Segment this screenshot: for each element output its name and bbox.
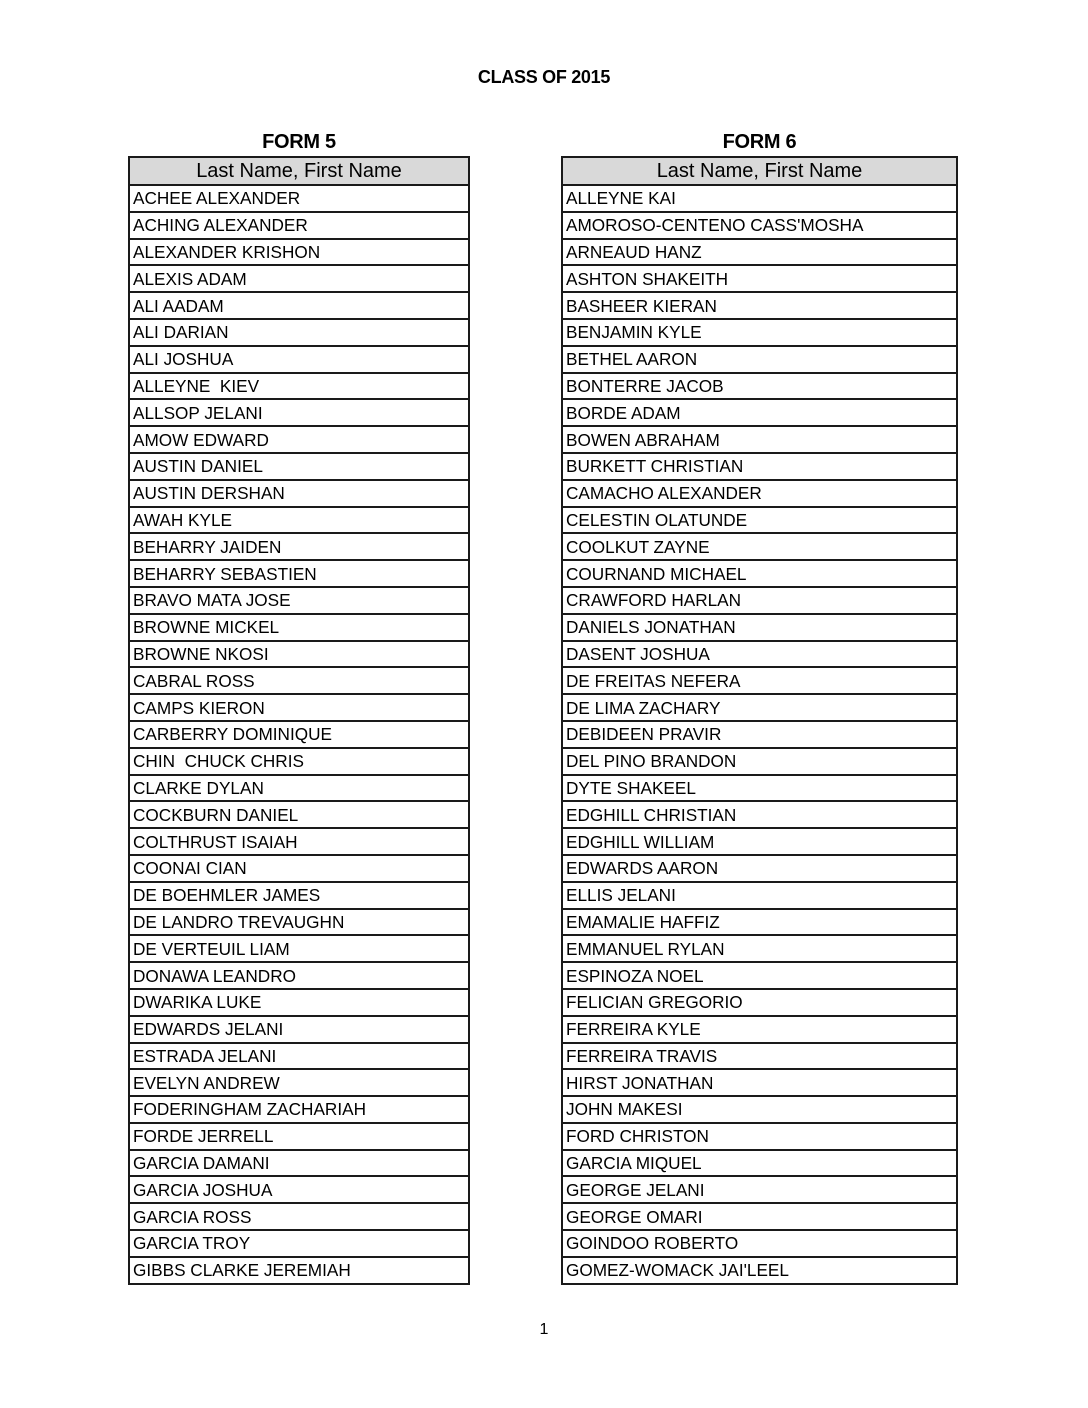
table-row (129, 1043, 469, 1070)
student-name-cell: GARCIA JOSHUA (129, 1176, 469, 1203)
student-name-cell: COLTHRUST ISAIAH (129, 828, 469, 855)
student-name-cell: BURKETT CHRISTIAN (562, 453, 957, 480)
student-name-cell: AWAH KYLE (129, 507, 469, 534)
table-row (562, 694, 957, 721)
table-header-row (562, 157, 957, 185)
student-name-cell: ARNEAUD HANZ (562, 239, 957, 266)
table-row (562, 909, 957, 936)
table-row (562, 587, 957, 614)
table-row (129, 426, 469, 453)
form-5-heading: FORM 5 (262, 131, 336, 153)
table-row (562, 721, 957, 748)
student-name-cell: FELICIAN GREGORIO (562, 989, 957, 1016)
student-name-cell: EDWARDS AARON (562, 855, 957, 882)
table-row (129, 721, 469, 748)
table-row (562, 641, 957, 668)
table-row (129, 507, 469, 534)
table-row (129, 1257, 469, 1284)
table-row (129, 748, 469, 775)
student-name-cell: AUSTIN DANIEL (129, 453, 469, 480)
student-name-cell: DEBIDEEN PRAVIR (562, 721, 957, 748)
student-name-cell: CRAWFORD HARLAN (562, 587, 957, 614)
student-name-cell: FODERINGHAM ZACHARIAH (129, 1096, 469, 1123)
table-row (562, 507, 957, 534)
student-name-cell: FORD CHRISTON (562, 1123, 957, 1150)
table-row (129, 453, 469, 480)
student-name-cell: DE BOEHMLER JAMES (129, 882, 469, 909)
table-row (562, 1257, 957, 1284)
student-name-cell: CAMPS KIERON (129, 694, 469, 721)
table-row (562, 560, 957, 587)
student-name-cell: GARCIA ROSS (129, 1203, 469, 1230)
table-row (129, 373, 469, 400)
student-name-cell: DE LIMA ZACHARY (562, 694, 957, 721)
table-row (562, 319, 957, 346)
table-row (129, 1150, 469, 1177)
student-name-cell: EMAMALIE HAFFIZ (562, 909, 957, 936)
student-name-cell: ALEXIS ADAM (129, 265, 469, 292)
student-name-cell: CLARKE DYLAN (129, 775, 469, 802)
student-name-cell: FORDE JERRELL (129, 1123, 469, 1150)
table-row (129, 641, 469, 668)
student-name-cell: CARBERRY DOMINIQUE (129, 721, 469, 748)
student-name-cell: GARCIA MIQUEL (562, 1150, 957, 1177)
table-row (562, 667, 957, 694)
table-row (129, 292, 469, 319)
table-row (129, 694, 469, 721)
form-5-section (128, 130, 470, 1285)
student-name-cell: EDGHILL CHRISTIAN (562, 801, 957, 828)
table-row (562, 292, 957, 319)
student-name-cell: BEHARRY JAIDEN (129, 533, 469, 560)
table-row (562, 828, 957, 855)
table-row (129, 775, 469, 802)
student-name-cell: EDWARDS JELANI (129, 1016, 469, 1043)
student-name-cell: EMMANUEL RYLAN (562, 935, 957, 962)
student-name-cell: GOINDOO ROBERTO (562, 1230, 957, 1257)
table-row (562, 1096, 957, 1123)
table-row (562, 480, 957, 507)
form-6-heading: FORM 6 (722, 131, 797, 153)
form-6-roster-body (562, 185, 957, 1284)
table-row (129, 855, 469, 882)
student-name-cell: AUSTIN DERSHAN (129, 480, 469, 507)
student-name-cell: GEORGE OMARI (562, 1203, 957, 1230)
table-row (129, 346, 469, 373)
table-row (562, 212, 957, 239)
student-name-cell: ALLSOP JELANI (129, 399, 469, 426)
student-name-cell: GOMEZ-WOMACK JAI'LEEL (566, 1260, 789, 1281)
student-name-cell: GARCIA TROY (129, 1230, 469, 1257)
table-row (129, 560, 469, 587)
table-row (129, 319, 469, 346)
student-name-cell: CHIN CHUCK CHRIS (129, 748, 469, 775)
student-name-cell: FERREIRA KYLE (562, 1016, 957, 1043)
student-name-cell: BETHEL AARON (562, 346, 957, 373)
table-row (562, 748, 957, 775)
student-name-cell: ACHEE ALEXANDER (129, 185, 469, 212)
table-row (129, 533, 469, 560)
table-row (129, 1203, 469, 1230)
table-row (562, 882, 957, 909)
student-name-cell: ALI AADAM (129, 292, 469, 319)
document-title: CLASS OF 2015 (477, 67, 611, 87)
table-row (562, 346, 957, 373)
table-row (562, 239, 957, 266)
student-name-cell: BASHEER KIERAN (562, 292, 957, 319)
form-5-roster-table (128, 156, 470, 1285)
student-name-cell: FERREIRA TRAVIS (562, 1043, 957, 1070)
student-name-cell: ESPINOZA NOEL (562, 962, 957, 989)
table-row (562, 185, 957, 212)
student-name-cell: COONAI CIAN (129, 855, 469, 882)
table-row (129, 935, 469, 962)
table-row (562, 453, 957, 480)
table-row (562, 1016, 957, 1043)
student-name-cell: CAMACHO ALEXANDER (562, 480, 957, 507)
table-row (562, 801, 957, 828)
form-6-roster-table (561, 156, 958, 1285)
student-name-cell: BEHARRY SEBASTIEN (129, 560, 469, 587)
student-name-cell: BENJAMIN KYLE (562, 319, 957, 346)
table-row (129, 1176, 469, 1203)
student-name-cell: COCKBURN DANIEL (129, 801, 469, 828)
table-row (129, 1016, 469, 1043)
table-row (129, 239, 469, 266)
form-5-roster-body (129, 185, 469, 1284)
table-row (129, 1069, 469, 1096)
table-row (562, 426, 957, 453)
table-row (129, 909, 469, 936)
table-row (562, 962, 957, 989)
student-name-cell: DASENT JOSHUA (562, 641, 957, 668)
table-row (562, 614, 957, 641)
table-row (562, 935, 957, 962)
student-name-cell: ACHING ALEXANDER (129, 212, 469, 239)
table-row (129, 265, 469, 292)
page-number: 1 (539, 1321, 549, 1338)
student-name-cell: EVELYN ANDREW (129, 1069, 469, 1096)
student-name-cell: HIRST JONATHAN (562, 1069, 957, 1096)
student-name-cell: BROWNE MICKEL (129, 614, 469, 641)
student-name-cell: AMOW EDWARD (129, 426, 469, 453)
student-name-cell: BONTERRE JACOB (562, 373, 957, 400)
table-header-row (129, 157, 469, 185)
table-row (562, 855, 957, 882)
student-name-cell: ALI DARIAN (129, 319, 469, 346)
table-row (562, 1150, 957, 1177)
table-row (129, 480, 469, 507)
table-row (562, 399, 957, 426)
form-6-section (561, 130, 958, 1285)
student-name-cell: COURNAND MICHAEL (562, 560, 957, 587)
student-name-cell: GEORGE JELANI (562, 1176, 957, 1203)
table-row (129, 801, 469, 828)
student-name-cell: CABRAL ROSS (129, 667, 469, 694)
student-name-cell: ALLEYNE KAI (562, 185, 957, 212)
table-row (562, 1203, 957, 1230)
table-row (129, 828, 469, 855)
table-row (562, 989, 957, 1016)
student-name-cell: DE VERTEUIL LIAM (129, 935, 469, 962)
student-name-cell: DYTE SHAKEEL (562, 775, 957, 802)
student-name-cell: EDGHILL WILLIAM (562, 828, 957, 855)
table-row (129, 399, 469, 426)
student-name-cell: ALLEYNE KIEV (129, 373, 469, 400)
student-name-cell: GARCIA DAMANI (129, 1150, 469, 1177)
student-name-cell: COOLKUT ZAYNE (562, 533, 957, 560)
table-row (562, 1230, 957, 1257)
table-row (129, 962, 469, 989)
table-row (562, 1176, 957, 1203)
student-name-cell: GIBBS CLARKE JEREMIAH (133, 1260, 351, 1281)
table-row (129, 614, 469, 641)
student-name-cell: BRAVO MATA JOSE (129, 587, 469, 614)
column-header-name: Last Name, First Name (562, 157, 957, 185)
student-name-cell: DONAWA LEANDRO (129, 962, 469, 989)
student-name-cell: ASHTON SHAKEITH (562, 265, 957, 292)
table-row (562, 373, 957, 400)
student-name-cell: ESTRADA JELANI (129, 1043, 469, 1070)
table-row (129, 587, 469, 614)
student-name-cell: ALI JOSHUA (129, 346, 469, 373)
table-row (129, 1230, 469, 1257)
table-row (562, 533, 957, 560)
student-name-cell: AMOROSO-CENTENO CASS'MOSHA (562, 212, 957, 239)
student-name-cell: DE FREITAS NEFERA (562, 667, 957, 694)
student-name-cell: BROWNE NKOSI (129, 641, 469, 668)
table-row (562, 1069, 957, 1096)
student-name-cell: ALEXANDER KRISHON (129, 239, 469, 266)
student-name-cell: DE LANDRO TREVAUGHN (129, 909, 469, 936)
student-name-cell: CELESTIN OLATUNDE (562, 507, 957, 534)
student-name-cell: BORDE ADAM (562, 399, 957, 426)
student-name-cell: ELLIS JELANI (562, 882, 957, 909)
table-row (562, 1043, 957, 1070)
table-row (129, 185, 469, 212)
student-name-cell: DANIELS JONATHAN (562, 614, 957, 641)
student-name-cell: JOHN MAKESI (562, 1096, 957, 1123)
table-row (129, 212, 469, 239)
table-row (129, 1123, 469, 1150)
column-header-name: Last Name, First Name (129, 157, 469, 185)
table-row (562, 775, 957, 802)
table-row (562, 265, 957, 292)
student-name-cell: DEL PINO BRANDON (562, 748, 957, 775)
table-row (129, 667, 469, 694)
table-row (129, 1096, 469, 1123)
table-row (129, 882, 469, 909)
student-name-cell: BOWEN ABRAHAM (562, 426, 957, 453)
student-name-cell: DWARIKA LUKE (129, 989, 469, 1016)
table-row (129, 989, 469, 1016)
table-row (562, 1123, 957, 1150)
